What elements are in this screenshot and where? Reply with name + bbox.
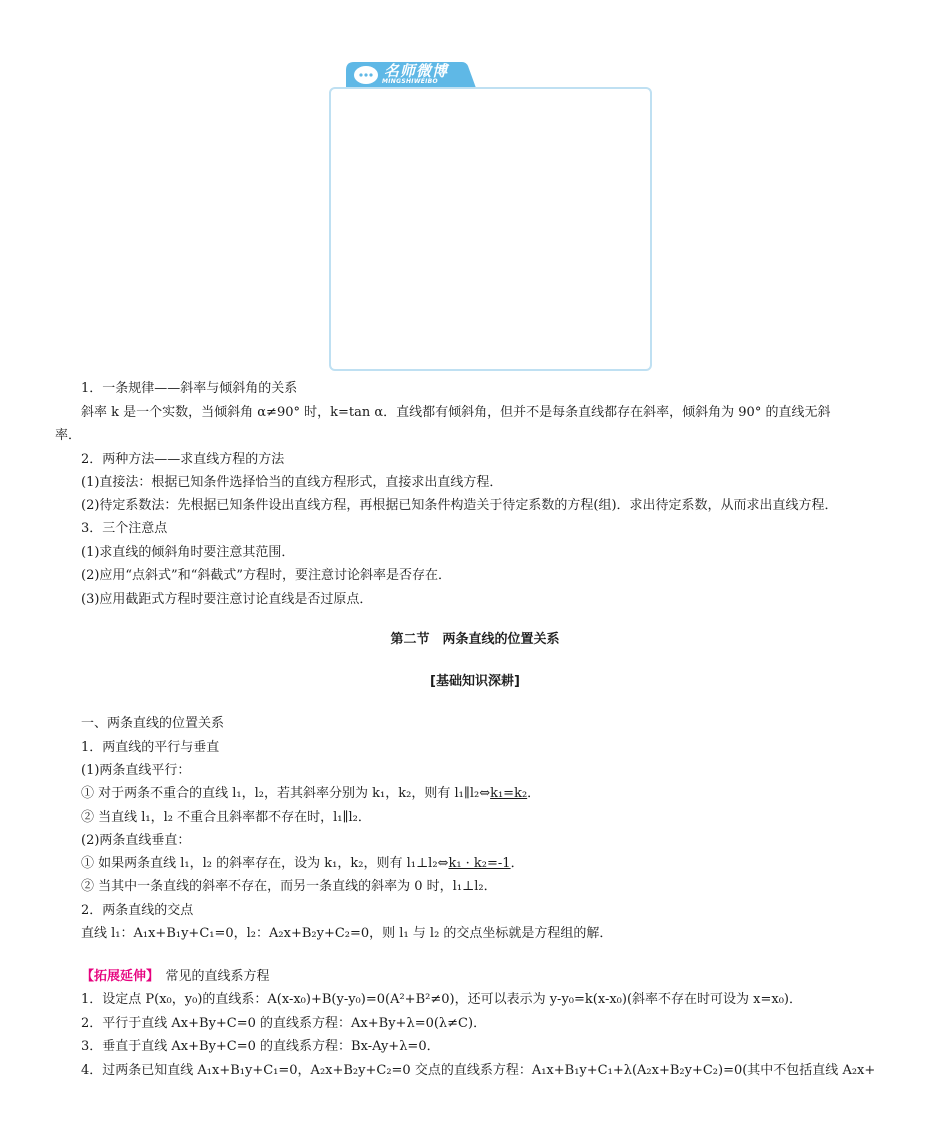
extension-label: 【拓展延伸】 — [81, 969, 153, 984]
parallel-rule-2: ② 当直线 l₁，l₂ 不重合且斜率都不存在时，l₁∥l₂． — [81, 810, 371, 825]
method-direct: (1)直接法：根据已知条件选择恰当的直线方程形式，直接求出直线方程． — [81, 475, 503, 490]
note-3: (3)应用截距式方程时要注意讨论直线是否过原点． — [81, 592, 373, 607]
parallel-heading: (1)两条直线平行： — [81, 763, 191, 778]
extension-item-2: 2．平行于直线 Ax+By+C=0 的直线系方程：Ax+By+λ=0(λ≠C)． — [81, 1016, 487, 1031]
parallel-rule-1-end: ． — [527, 786, 541, 801]
extension-item-3: 3．垂直于直线 Ax+By+C=0 的直线系方程：Bx-Ay+λ=0． — [81, 1039, 440, 1054]
rule-heading: 1．一条规律——斜率与倾斜角的关系 — [81, 381, 298, 396]
parallel-rule-1-text: ① 对于两条不重合的直线 l₁，l₂，若其斜率分别为 k₁，k₂，则有 l₁∥l₂⇔ — [81, 786, 491, 801]
extension-item-4: 4．过两条已知直线 A₁x+B₁y+C₁=0，A₂x+B₂y+C₂=0 交点的直线系方程：A₁x+B₁y+C₁+λ(A₂x+B₂y+C₂)=0(其中不包括直线 A₂x+ — [81, 1063, 876, 1078]
perp-rule-1-answer: k₁ · k₂=-1 — [448, 856, 511, 871]
parallel-rule-1-answer: k₁=k₂ — [490, 786, 528, 801]
subsection-title: [基础知识深耕] — [430, 674, 520, 689]
notes-heading: 3．三个注意点 — [81, 521, 168, 536]
intersection-text: 直线 l₁：A₁x+B₁y+C₁=0，l₂：A₂x+B₂y+C₂=0，则 l₁ 与 l₂ 的交点坐标就是方程组的解． — [81, 926, 613, 941]
parallel-perp-heading: 1．两直线的平行与垂直 — [81, 740, 220, 755]
extension-heading — [81, 969, 270, 985]
extension-item-1: 1．设定点 P(x₀，y₀)的直线系：A(x-x₀)+B(y-y₀)=0(A²+B²≠0)，还可以表示为 y-y₀=k(x-x₀)(斜率不存在时可设为 x=x₀)． — [81, 992, 802, 1007]
parallel-rule-1 — [81, 786, 540, 802]
intersection-heading: 2．两条直线的交点 — [81, 903, 194, 918]
perp-rule-2: ② 当其中一条直线的斜率不存在，而另一条直线的斜率为 0 时，l₁⊥l₂． — [81, 879, 497, 894]
position-heading: 一、两条直线的位置关系 — [81, 716, 225, 731]
perp-rule-1 — [81, 856, 524, 872]
badge-title: 名师微博 — [384, 62, 449, 80]
perp-rule-1-text: ① 如果两条直线 l₁，l₂ 的斜率存在，设为 k₁，k₂，则有 l₁⊥l₂⇔ — [81, 856, 449, 871]
section-title: 第二节 两条直线的位置关系 — [390, 632, 560, 647]
weibo-content-box — [329, 87, 652, 371]
note-1: (1)求直线的倾斜角时要注意其范围． — [81, 545, 295, 560]
extension-title: 常见的直线系方程 — [152, 969, 270, 984]
method-undetermined: (2)待定系数法：先根据已知条件设出直线方程，再根据已知条件构造关于待定系数的方程(组)．求出待定系数，从而求出直线方程． — [81, 498, 838, 513]
cloud-chat-icon — [351, 62, 381, 86]
methods-heading: 2．两种方法——求直线方程的方法 — [81, 452, 285, 467]
note-2: (2)应用“点斜式”和“斜截式”方程时，要注意讨论斜率是否存在． — [81, 568, 451, 583]
mingshi-weibo-badge — [346, 60, 476, 88]
perp-heading: (2)两条直线垂直： — [81, 833, 191, 848]
badge-subtitle: MINGSHIWEIBO — [382, 78, 438, 85]
perp-rule-1-end: ． — [510, 856, 524, 871]
rule-text-cont: 率． — [55, 428, 82, 443]
rule-text: 斜率 k 是一个实数，当倾斜角 α≠90° 时，k=tan α．直线都有倾斜角，但并不是每条直线都存在斜率，倾斜角为 90° 的直线无斜 — [81, 405, 831, 420]
